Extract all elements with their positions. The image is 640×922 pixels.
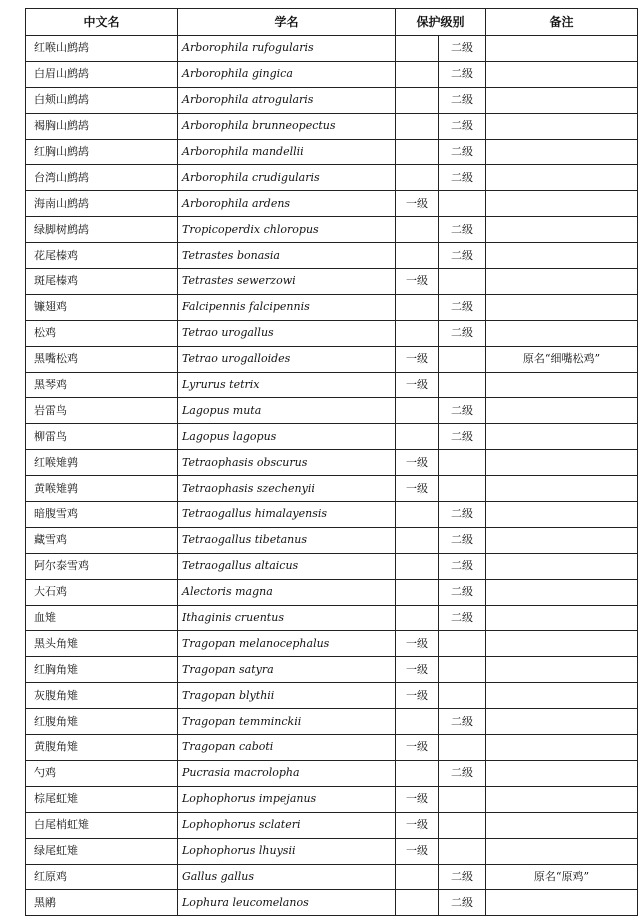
chinese-name-cell: 白尾梢虹雉 — [26, 812, 178, 838]
chinese-name-cell: 勺鸡 — [26, 760, 178, 786]
chinese-name-cell: 大石鸡 — [26, 579, 178, 605]
level-two-cell — [439, 786, 486, 812]
note-cell — [486, 812, 638, 838]
chinese-name-cell: 藏雪鸡 — [26, 527, 178, 553]
table-row — [26, 657, 638, 683]
level-one-cell — [396, 605, 439, 631]
note-cell — [486, 61, 638, 87]
table-row — [26, 735, 638, 761]
level-two-cell — [439, 476, 486, 502]
level-one-cell — [396, 890, 439, 916]
chinese-name-cell: 黑琴鸡 — [26, 372, 178, 398]
level-two-cell: 二级 — [439, 398, 486, 424]
level-one-cell: 一级 — [396, 631, 439, 657]
note-cell — [486, 139, 638, 165]
level-two-cell — [439, 450, 486, 476]
note-cell — [486, 553, 638, 579]
table-row — [26, 605, 638, 631]
chinese-name-cell: 灰腹角雉 — [26, 683, 178, 709]
level-one-cell — [396, 553, 439, 579]
chinese-name-cell: 黑鹇 — [26, 890, 178, 916]
table-row — [26, 217, 638, 243]
level-two-cell: 二级 — [439, 864, 486, 890]
chinese-name-cell: 台湾山鹧鸪 — [26, 165, 178, 191]
level-two-cell — [439, 838, 486, 864]
chinese-name-cell: 血雉 — [26, 605, 178, 631]
note-cell — [486, 87, 638, 113]
table-row — [26, 864, 638, 890]
level-one-cell — [396, 864, 439, 890]
scientific-name-cell: Lophophorus sclateri — [178, 812, 396, 838]
level-two-cell: 二级 — [439, 605, 486, 631]
level-two-cell: 二级 — [439, 424, 486, 450]
chinese-name-cell: 柳雷鸟 — [26, 424, 178, 450]
level-one-cell — [396, 502, 439, 528]
note-cell — [486, 579, 638, 605]
scientific-name-cell: Tragopan melanocephalus — [178, 631, 396, 657]
table-row — [26, 191, 638, 217]
table-row — [26, 294, 638, 320]
scientific-name-cell: Tragopan blythii — [178, 683, 396, 709]
scientific-name-cell: Tetrastes sewerzowi — [178, 269, 396, 295]
scientific-name-cell: Falcipennis falcipennis — [178, 294, 396, 320]
scientific-name-cell: Tragopan temminckii — [178, 709, 396, 735]
note-cell — [486, 294, 638, 320]
chinese-name-cell: 红喉雉鹑 — [26, 450, 178, 476]
scientific-name-cell: Tetraophasis szechenyii — [178, 476, 396, 502]
level-two-cell: 二级 — [439, 217, 486, 243]
header-notes: 备注 — [486, 9, 638, 36]
level-one-cell — [396, 709, 439, 735]
chinese-name-cell: 棕尾虹雉 — [26, 786, 178, 812]
note-cell — [486, 217, 638, 243]
table-row — [26, 87, 638, 113]
chinese-name-cell: 白颊山鹧鸪 — [26, 87, 178, 113]
level-one-cell — [396, 294, 439, 320]
scientific-name-cell: Arborophila ardens — [178, 191, 396, 217]
table-row — [26, 61, 638, 87]
level-one-cell: 一级 — [396, 476, 439, 502]
scientific-name-cell: Lagopus lagopus — [178, 424, 396, 450]
note-cell — [486, 269, 638, 295]
level-two-cell: 二级 — [439, 294, 486, 320]
level-two-cell — [439, 735, 486, 761]
chinese-name-cell: 阿尔泰雪鸡 — [26, 553, 178, 579]
level-two-cell — [439, 812, 486, 838]
chinese-name-cell: 黄腹角雉 — [26, 735, 178, 761]
scientific-name-cell: Arborophila rufogularis — [178, 36, 396, 62]
table-row — [26, 450, 638, 476]
chinese-name-cell: 绿尾虹雉 — [26, 838, 178, 864]
note-cell — [486, 683, 638, 709]
note-cell — [486, 191, 638, 217]
level-one-cell — [396, 760, 439, 786]
scientific-name-cell: Lophophorus lhuysii — [178, 838, 396, 864]
level-one-cell — [396, 398, 439, 424]
scientific-name-cell: Arborophila gingica — [178, 61, 396, 87]
note-cell — [486, 450, 638, 476]
table-row — [26, 838, 638, 864]
chinese-name-cell: 白眉山鹧鸪 — [26, 61, 178, 87]
table-row — [26, 579, 638, 605]
level-one-cell — [396, 320, 439, 346]
table-row — [26, 760, 638, 786]
header-protection-level: 保护级别 — [396, 9, 486, 36]
level-two-cell: 二级 — [439, 760, 486, 786]
note-cell — [486, 424, 638, 450]
note-cell — [486, 709, 638, 735]
level-two-cell: 二级 — [439, 36, 486, 62]
level-one-cell: 一级 — [396, 191, 439, 217]
table-row — [26, 502, 638, 528]
level-one-cell — [396, 424, 439, 450]
scientific-name-cell: Tragopan satyra — [178, 657, 396, 683]
scientific-name-cell: Ithaginis cruentus — [178, 605, 396, 631]
chinese-name-cell: 红喉山鹧鸪 — [26, 36, 178, 62]
scientific-name-cell: Alectoris magna — [178, 579, 396, 605]
table-row — [26, 243, 638, 269]
table-row — [26, 476, 638, 502]
chinese-name-cell: 红腹角雉 — [26, 709, 178, 735]
level-two-cell: 二级 — [439, 61, 486, 87]
table-row — [26, 424, 638, 450]
level-two-cell: 二级 — [439, 165, 486, 191]
header-chinese-name: 中文名 — [26, 9, 178, 36]
scientific-name-cell: Lagopus muta — [178, 398, 396, 424]
note-cell — [486, 398, 638, 424]
chinese-name-cell: 暗腹雪鸡 — [26, 502, 178, 528]
level-one-cell — [396, 113, 439, 139]
level-one-cell: 一级 — [396, 838, 439, 864]
level-two-cell: 二级 — [439, 579, 486, 605]
level-two-cell — [439, 269, 486, 295]
note-cell — [486, 476, 638, 502]
level-one-cell — [396, 139, 439, 165]
level-one-cell — [396, 243, 439, 269]
level-two-cell — [439, 346, 486, 372]
level-two-cell: 二级 — [439, 320, 486, 346]
scientific-name-cell: Lophura leucomelanos — [178, 890, 396, 916]
table-row — [26, 709, 638, 735]
level-two-cell: 二级 — [439, 709, 486, 735]
level-two-cell — [439, 631, 486, 657]
level-two-cell — [439, 191, 486, 217]
note-cell: 原名“细嘴松鸡” — [486, 346, 638, 372]
level-one-cell: 一级 — [396, 372, 439, 398]
note-cell — [486, 243, 638, 269]
level-one-cell: 一级 — [396, 786, 439, 812]
chinese-name-cell: 红胸角雉 — [26, 657, 178, 683]
note-cell — [486, 36, 638, 62]
chinese-name-cell: 红胸山鹧鸪 — [26, 139, 178, 165]
level-two-cell: 二级 — [439, 87, 486, 113]
level-one-cell — [396, 579, 439, 605]
table-row — [26, 346, 638, 372]
chinese-name-cell: 黄喉雉鹑 — [26, 476, 178, 502]
scientific-name-cell: Tetrao urogallus — [178, 320, 396, 346]
note-cell — [486, 113, 638, 139]
level-one-cell: 一级 — [396, 735, 439, 761]
chinese-name-cell: 岩雷鸟 — [26, 398, 178, 424]
scientific-name-cell: Arborophila atrogularis — [178, 87, 396, 113]
level-one-cell — [396, 36, 439, 62]
level-two-cell: 二级 — [439, 890, 486, 916]
chinese-name-cell: 斑尾榛鸡 — [26, 269, 178, 295]
note-cell — [486, 372, 638, 398]
table-row — [26, 786, 638, 812]
scientific-name-cell: Arborophila brunneopectus — [178, 113, 396, 139]
table-row — [26, 165, 638, 191]
header-scientific-name: 学名 — [178, 9, 396, 36]
scientific-name-cell: Tragopan caboti — [178, 735, 396, 761]
scientific-name-cell: Arborophila mandellii — [178, 139, 396, 165]
table-row — [26, 113, 638, 139]
level-two-cell: 二级 — [439, 553, 486, 579]
chinese-name-cell: 黑嘴松鸡 — [26, 346, 178, 372]
level-two-cell — [439, 683, 486, 709]
table-row — [26, 36, 638, 62]
note-cell — [486, 502, 638, 528]
note-cell: 原名“原鸡” — [486, 864, 638, 890]
level-one-cell: 一级 — [396, 812, 439, 838]
scientific-name-cell: Tetrastes bonasia — [178, 243, 396, 269]
table-row — [26, 631, 638, 657]
chinese-name-cell: 花尾榛鸡 — [26, 243, 178, 269]
level-one-cell: 一级 — [396, 683, 439, 709]
note-cell — [486, 527, 638, 553]
note-cell — [486, 605, 638, 631]
level-two-cell — [439, 372, 486, 398]
level-two-cell: 二级 — [439, 243, 486, 269]
level-two-cell: 二级 — [439, 527, 486, 553]
scientific-name-cell: Arborophila crudigularis — [178, 165, 396, 191]
note-cell — [486, 165, 638, 191]
table-row — [26, 320, 638, 346]
table-row — [26, 890, 638, 916]
scientific-name-cell: Tetraophasis obscurus — [178, 450, 396, 476]
scientific-name-cell: Tropicoperdix chloropus — [178, 217, 396, 243]
level-one-cell: 一级 — [396, 346, 439, 372]
level-one-cell: 一级 — [396, 269, 439, 295]
note-cell — [486, 735, 638, 761]
level-one-cell — [396, 217, 439, 243]
scientific-name-cell: Tetraogallus tibetanus — [178, 527, 396, 553]
level-two-cell: 二级 — [439, 502, 486, 528]
table-row — [26, 683, 638, 709]
table-row — [26, 812, 638, 838]
level-two-cell: 二级 — [439, 113, 486, 139]
scientific-name-cell: Tetraogallus altaicus — [178, 553, 396, 579]
scientific-name-cell: Tetraogallus himalayensis — [178, 502, 396, 528]
species-protection-table — [25, 8, 638, 916]
chinese-name-cell: 海南山鹧鸪 — [26, 191, 178, 217]
table-row — [26, 398, 638, 424]
table-row — [26, 139, 638, 165]
level-one-cell: 一级 — [396, 657, 439, 683]
chinese-name-cell: 黑头角雉 — [26, 631, 178, 657]
table-row — [26, 553, 638, 579]
scientific-name-cell: Tetrao urogalloides — [178, 346, 396, 372]
table-header-row — [26, 9, 638, 36]
level-two-cell — [439, 657, 486, 683]
table-row — [26, 372, 638, 398]
chinese-name-cell: 绿脚树鹧鸪 — [26, 217, 178, 243]
note-cell — [486, 838, 638, 864]
note-cell — [486, 890, 638, 916]
level-two-cell: 二级 — [439, 139, 486, 165]
note-cell — [486, 657, 638, 683]
table-row — [26, 527, 638, 553]
scientific-name-cell: Lophophorus impejanus — [178, 786, 396, 812]
scientific-name-cell: Gallus gallus — [178, 864, 396, 890]
chinese-name-cell: 镰翅鸡 — [26, 294, 178, 320]
note-cell — [486, 760, 638, 786]
level-one-cell — [396, 527, 439, 553]
scientific-name-cell: Lyrurus tetrix — [178, 372, 396, 398]
chinese-name-cell: 红原鸡 — [26, 864, 178, 890]
note-cell — [486, 631, 638, 657]
chinese-name-cell: 褐胸山鹧鸪 — [26, 113, 178, 139]
level-one-cell — [396, 61, 439, 87]
table-row — [26, 269, 638, 295]
level-one-cell — [396, 165, 439, 191]
level-one-cell: 一级 — [396, 450, 439, 476]
level-one-cell — [396, 87, 439, 113]
chinese-name-cell: 松鸡 — [26, 320, 178, 346]
note-cell — [486, 786, 638, 812]
scientific-name-cell: Pucrasia macrolopha — [178, 760, 396, 786]
note-cell — [486, 320, 638, 346]
